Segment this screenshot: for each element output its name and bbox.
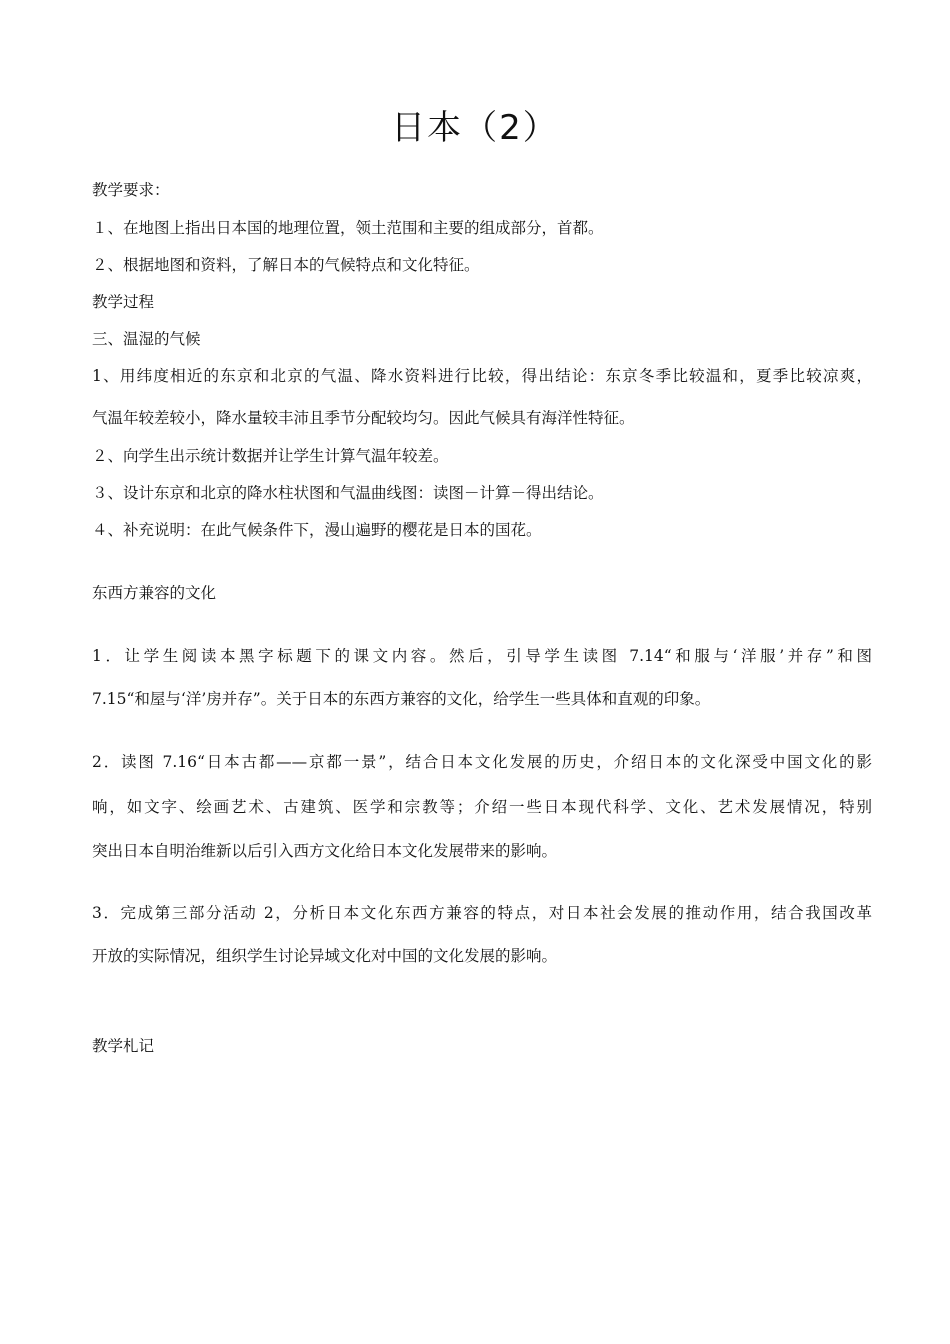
climate-item-1-line-2: 气温年较差较小，降水量较丰沛且季节分配较均匀。因此气候具有海洋性特征。 xyxy=(92,409,635,427)
climate-item-1-line-1: 1、用纬度相近的东京和北京的气温、降水资料进行比较，得出结论：东京冬季比较温和，夏季比较凉爽， xyxy=(92,367,872,385)
culture-item-1-line-1: 1．让学生阅读本黑字标题下的课文内容。然后，引导学生读图 7.14“和服与‘洋服’并存”和图 xyxy=(92,647,872,665)
requirement-item-1: １、在地图上指出日本国的地理位置，领土范围和主要的组成部分，首都。 xyxy=(92,219,604,237)
culture-item-1-line-2: 7.15“和屋与‘洋’房并存”。关于日本的东西方兼容的文化，给学生一些具体和直观的印象。 xyxy=(92,690,711,708)
culture-item-2-line-2: 响，如文字、绘画艺术、古建筑、医学和宗教等；介绍一些日本现代科学、文化、艺术发展情况，特别 xyxy=(92,798,872,816)
process-heading: 教学过程 xyxy=(92,293,155,311)
culture-heading: 东西方兼容的文化 xyxy=(92,584,217,602)
requirement-item-2: ２、根据地图和资料，了解日本的气候特点和文化特征。 xyxy=(92,256,480,274)
requirements-heading: 教学要求： xyxy=(92,181,170,199)
climate-item-4: ４、补充说明：在此气候条件下，漫山遍野的樱花是日本的国花。 xyxy=(92,521,542,539)
section3-heading: 三、温湿的气候 xyxy=(92,330,201,348)
climate-item-2: ２、向学生出示统计数据并让学生计算气温年较差。 xyxy=(92,447,449,465)
page-title: 日本（2） xyxy=(391,108,559,148)
notes-heading: 教学札记 xyxy=(92,1037,155,1055)
culture-item-2-line-3: 突出日本自明治维新以后引入西方文化给日本文化发展带来的影响。 xyxy=(92,842,558,860)
culture-item-3-line-1: 3．完成第三部分活动 2，分析日本文化东西方兼容的特点，对日本社会发展的推动作用，结合我国改革 xyxy=(92,904,872,922)
culture-item-3-line-2: 开放的实际情况，组织学生讨论异域文化对中国的文化发展的影响。 xyxy=(92,947,558,965)
culture-item-2-line-1: 2．读图 7.16“日本古都——京都一景”，结合日本文化发展的历史，介绍日本的文化深受中国文化的影 xyxy=(92,753,872,771)
climate-item-3: ３、设计东京和北京的降水柱状图和气温曲线图：读图－计算－得出结论。 xyxy=(92,484,604,502)
